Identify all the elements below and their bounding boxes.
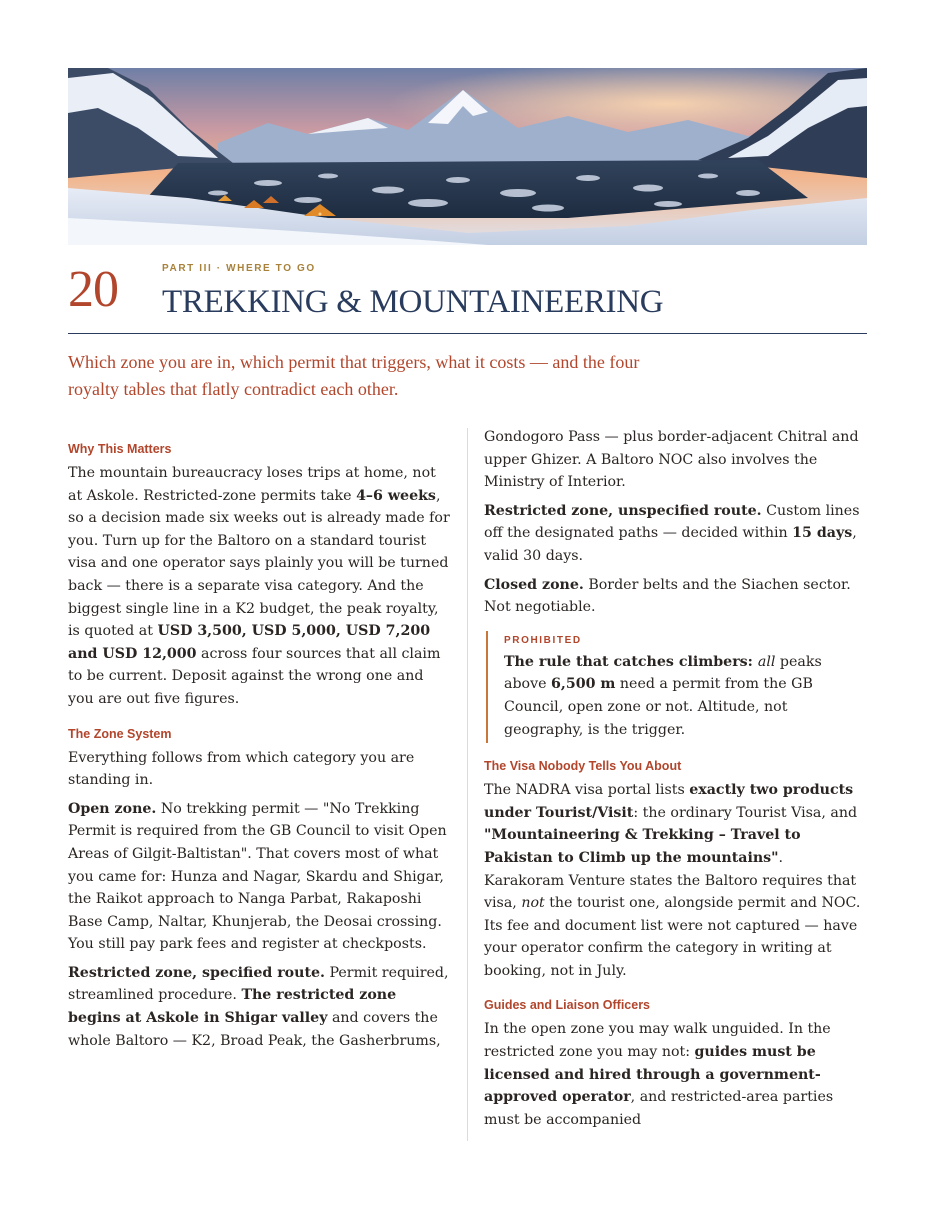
chapter-number: 20: [68, 261, 118, 318]
emphasis: The restricted zone begins at Askole in Shigar valley: [68, 987, 397, 1027]
text-run: Permit required, streamlined procedure.: [68, 964, 449, 1004]
emphasis: exactly two products under Tourist/Visit: [484, 782, 854, 821]
section-heading-zone: The Zone System: [68, 726, 172, 741]
open-zone-paragraph: [68, 798, 450, 956]
text-run: No trekking permit — "No Trekking Permit is required from the GB Council to visit Open Areas of Gilgit-Baltistan". That covers most of what you came for: Hunza and Nagar, Skardu and Shigar, the Raikot approach to Nanga Parbat, Rakaposhi Base Camp, Naltar, Khunjerab, the Deosai crossing. You still pay park fees and register at checkposts.: [68, 800, 447, 953]
visa-paragraph: [484, 779, 867, 982]
emphasis: 15 days: [792, 525, 853, 542]
right-column: [484, 426, 867, 1137]
chapter-deck: Which zone you are in, which permit that triggers, what it costs — and the four royalty tables that flatly contradict each other.: [68, 352, 640, 399]
emphasis: "Mountaineering & Trekking – Travel to Pakistan to Climb up the mountains": [484, 827, 801, 866]
part-label: PART III · WHERE TO GO: [162, 263, 316, 274]
guides-paragraph: [484, 1018, 867, 1131]
zone-label: Restricted zone, specified route.: [68, 964, 325, 981]
text-run: need a permit from the GB Council, open zone or not. Altitude, not geography, is the trigger.: [504, 676, 813, 738]
section-heading-guides: Guides and Liaison Officers: [484, 998, 651, 1013]
text-run: , so a decision made six weeks out is already made for you. Turn up for the Baltoro on a standard tourist visa and one operator says plainly you will be turned back — there is a separate visa category. And the biggest single line in a K2 budget, the peak royalty, is quoted at: [68, 487, 450, 640]
why-paragraph: [68, 462, 450, 711]
text-run: the tourist one, alongside permit and NOC. Its fee and document list were not captured — have your operator confirm the category in writing at booking, not in July.: [484, 895, 861, 979]
zone-label: Open zone.: [68, 800, 157, 817]
column-divider: [467, 428, 468, 1141]
text-run: , and restricted-area parties must be accompanied: [484, 1089, 834, 1128]
text-run: The NADRA visa portal lists: [484, 782, 690, 799]
section-heading-why: Why This Matters: [68, 442, 172, 456]
italic-text: not: [521, 895, 545, 912]
mountain-glacier-camp-illustration: [68, 68, 867, 245]
continued-paragraph: Gondogoro Pass — plus border-adjacent Chitral and upper Ghizer. A Baltoro NOC also involves the Ministry of Interior.: [484, 429, 859, 491]
emphasis: guides must be licensed and hired through a government-approved operator: [484, 1044, 821, 1106]
hero-image: [68, 68, 867, 245]
unspecified-zone-paragraph: [484, 500, 867, 568]
text-run: and covers the whole Baltoro — K2, Broad Peak, the Gasherbrums,: [68, 1010, 441, 1049]
text-run: The mountain bureaucracy loses trips at home, not at Askole. Restricted-zone permits take: [68, 465, 436, 504]
text-run: : the ordinary Tourist Visa, and: [633, 804, 858, 821]
text-run: In the open zone you may walk unguided. In the restricted zone you may not:: [484, 1021, 831, 1061]
prohibited-callout: [486, 631, 867, 743]
header-divider: [68, 333, 867, 334]
emphasis: 4–6 weeks: [356, 487, 436, 504]
closed-zone-paragraph: [484, 574, 867, 619]
left-column: [68, 440, 450, 1058]
text-run: across four sources that all claim to be current. Deposit against the wrong one and you are out five figures.: [68, 645, 441, 707]
callout-body: [504, 651, 867, 741]
chapter-title: TREKKING & MOUNTAINEERING: [162, 284, 664, 320]
text-run: . Karakoram Venture states the Baltoro requires that visa,: [484, 849, 857, 912]
zone-intro: Everything follows from which category you are standing in.: [68, 749, 415, 789]
zone-label: Closed zone.: [484, 576, 584, 593]
text-run: peaks above: [504, 653, 822, 693]
text-run: , valid 30 days.: [484, 525, 857, 564]
text-run: Border belts and the Siachen sector. Not negotiable.: [484, 576, 851, 616]
emphasis: 6,500 m: [551, 676, 616, 693]
restricted-zone-paragraph: [68, 962, 450, 1052]
zone-label: Restricted zone, unspecified route.: [484, 502, 762, 519]
italic-text: all: [757, 653, 776, 670]
emphasis: USD 3,500, USD 5,000, USD 7,200 and USD 12,000: [68, 623, 431, 662]
emphasis: The rule that catches climbers:: [504, 653, 758, 670]
callout-tag: PROHIBITED: [504, 634, 582, 646]
text-run: Custom lines off the designated paths — decided within: [484, 502, 860, 542]
section-heading-visa: The Visa Nobody Tells You About: [484, 759, 682, 774]
